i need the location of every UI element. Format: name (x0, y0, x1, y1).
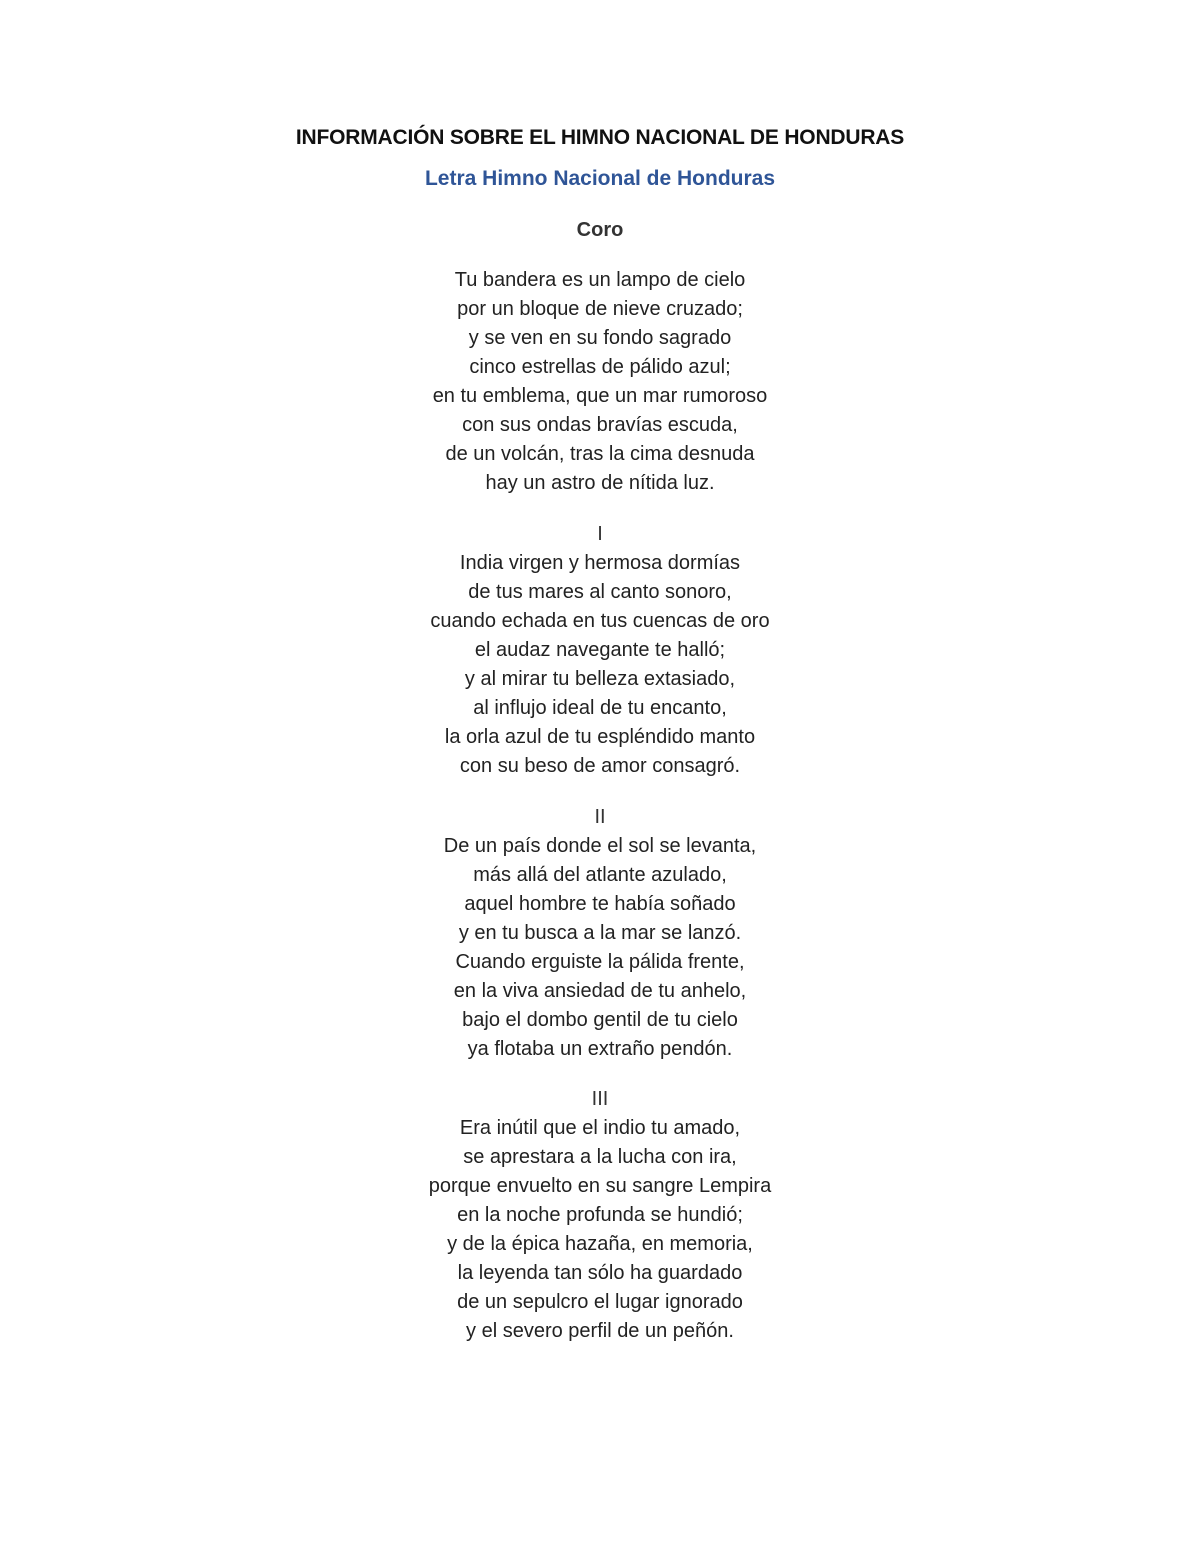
verse-line: cinco estrellas de pálido azul; (469, 356, 731, 378)
verse-line: en la viva ansiedad de tu anhelo, (453, 980, 747, 1002)
verse-line: la leyenda tan sólo ha guardado (457, 1262, 743, 1284)
verse-line: de un sepulcro el lugar ignorado (457, 1291, 743, 1313)
document-title: INFORMACIÓN SOBRE EL HIMNO NACIONAL DE HONDURAS (295, 126, 905, 149)
verse-line: hay un astro de nítida luz. (485, 472, 715, 494)
stanza-ii (0, 803, 1200, 1064)
stanza-heading: II (594, 806, 606, 828)
verse-line: con su beso de amor consagró. (459, 755, 741, 777)
verse-line: cuando echada en tus cuencas de oro (430, 610, 770, 632)
verse-line: porque envuelto en su sangre Lempira (428, 1175, 772, 1197)
stanza-heading: I (597, 523, 603, 545)
verse-line: de un volcán, tras la cima desnuda (445, 443, 755, 465)
verse-line: Tu bandera es un lampo de cielo (454, 269, 746, 291)
verse-line: y al mirar tu belleza extasiado, (464, 668, 736, 690)
stanza-i (0, 520, 1200, 781)
verse-line: con sus ondas bravías escuda, (462, 414, 738, 436)
verse-line: Cuando erguiste la pálida frente, (455, 951, 745, 973)
stanza-heading: III (591, 1088, 609, 1110)
verse-line: en la noche profunda se hundió; (457, 1204, 743, 1226)
verse-line: aquel hombre te había soñado (464, 893, 736, 915)
verse-line: y el severo perfil de un peñón. (466, 1320, 734, 1342)
verse-line: al influjo ideal de tu encanto, (473, 697, 727, 719)
verse-line: se aprestara a la lucha con ira, (463, 1146, 737, 1168)
verse-line: más allá del atlante azulado, (473, 864, 727, 886)
verse-line: por un bloque de nieve cruzado; (457, 298, 743, 320)
verse-line: y se ven en su fondo sagrado (468, 327, 732, 349)
stanza-heading: Coro (576, 219, 624, 241)
verse-line: el audaz navegante te halló; (474, 639, 726, 661)
verse-line: ya flotaba un extraño pendón. (467, 1038, 733, 1060)
verse-line: y de la épica hazaña, en memoria, (447, 1233, 753, 1255)
stanza-iii (0, 1085, 1200, 1346)
verse-line: India virgen y hermosa dormías (459, 552, 741, 574)
stanza-spacer (0, 245, 1200, 266)
verse-line: De un país donde el sol se levanta, (443, 835, 757, 857)
document-subtitle: Letra Himno Nacional de Honduras (424, 167, 776, 190)
verse-line: de tus mares al canto sonoro, (468, 581, 732, 603)
verse-line: en tu emblema, que un mar rumoroso (432, 385, 768, 407)
verse-line: la orla azul de tu espléndido manto (444, 726, 756, 748)
verse-line: y en tu busca a la mar se lanzó. (458, 922, 742, 944)
verse-line: bajo el dombo gentil de tu cielo (462, 1009, 738, 1031)
verse-line: Era inútil que el indio tu amado, (459, 1117, 741, 1139)
stanza-coro (0, 216, 1200, 498)
